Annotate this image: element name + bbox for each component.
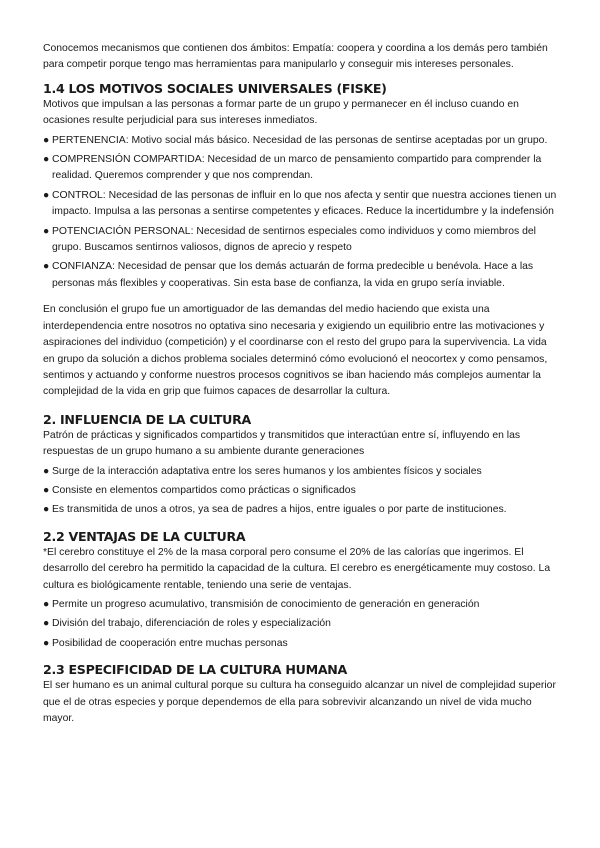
bullet-text: Surge de la interacción adaptativa entre los seres humanos y los ambientes físicos y sociales [52, 465, 482, 477]
bullet-text: Es transmitida de unos a otros, ya sea de padres a hijos, entre iguales o por parte de instituciones. [52, 504, 507, 516]
bullet-icon: ● [43, 504, 50, 516]
bullet-item [43, 133, 559, 149]
conclusion-paragraph: En conclusión el grupo fue un amortiguador de las demandas del medio haciendo que exista una interdependencia entre nosotros no optativa sino necesaria y exigiendo un equilibrio entre las motivaciones y aspiraciones del individuo (competición) y el coordinarse con el resto del grupo para la supervivencia. La vida en grupo da solución a dichos problema sociales determinó cómo evolucionó el neocortex y como pensamos, sentimos y actuando y conforme nuestros procesos cognitivos se iban haciendo más complejos aumentar la complejidad de la vida en grip que fuimos capaces de desarrollar la cultura. [43, 304, 548, 398]
bullet-item [43, 464, 559, 480]
bullet-item [43, 616, 559, 632]
bullet-icon: ● [43, 598, 50, 610]
bullet-item [43, 152, 559, 185]
bullet-text: CONFIANZA: Necesidad de pensar que los demás actuarán de forma predecible u benévola. Hace a las personas más flexibles y cooperativas. Sin esta base de confianza, la vida en grupo sería inviable. [52, 261, 534, 289]
bullet-text: POTENCIACIÓN PERSONAL: Necesidad de sentirnos especiales como individuos y como miembros del grupo. Buscamos sentirnos valiosos, dignos de aprecio y respeto [52, 225, 536, 254]
ventajas-lead: *El cerebro constituye el 2% de la masa corporal pero consume el 20% de las calorías que ingerimos. El desarrollo del cerebro ha permitido la capacidad de la cultura. El cerebro es energéticamente muy costoso. La cultura es biológicamente rentable, teniendo una serie de ventajas. [43, 546, 551, 591]
bullet-icon: ● [43, 637, 50, 649]
motivos-lead: Motivos que impulsan a las personas a formar parte de un grupo y permanecer en él incluso cuando en ocasiones resulte perjudicial para sus intereses inmediatos. [43, 98, 519, 127]
especificidad-lead: El ser humano es un animal cultural porque su cultura ha conseguido alcanzar un nivel de complejidad superior que el de otras especies y porque dependemos de ella para sobrevivir alcanzando un nivel de vida mucho mayor. [43, 680, 556, 724]
heading-influencia-cultura: 2. INFLUENCIA DE LA CULTURA [43, 411, 251, 427]
bullet-icon: ● [43, 261, 50, 273]
document-content [43, 41, 559, 727]
bullet-icon: ● [43, 154, 50, 166]
bullet-item [43, 636, 559, 652]
bullet-text: PERTENENCIA: Motivo social más básico. Necesidad de las personas de sentirse aceptadas por un grupo. [52, 134, 548, 146]
bullet-item [43, 483, 559, 499]
bullet-item [43, 597, 559, 613]
bullet-item [43, 224, 559, 257]
bullet-icon: ● [43, 189, 50, 201]
bullet-icon: ● [43, 484, 50, 496]
bullet-item [43, 502, 559, 518]
bullet-text: División del trabajo, diferenciación de roles y especialización [52, 618, 331, 630]
bullet-text: Posibilidad de cooperación entre muchas personas [52, 637, 288, 649]
bullet-text: Consiste en elementos compartidos como prácticas o significados [52, 484, 356, 496]
heading-especificidad-cultura: 2.3 ESPECIFICIDAD DE LA CULTURA HUMANA [43, 662, 347, 678]
bullet-icon: ● [43, 465, 50, 477]
bullet-text: Permite un progreso acumulativo, transmisión de conocimiento de generación en generación [52, 598, 480, 610]
cultura-lead: Patrón de prácticas y significados compartidos y transmitidos que interactúan entre sí, influyendo en las respuestas de un grupo humano a su ambiente durante generaciones [43, 429, 521, 458]
bullet-item [43, 259, 559, 292]
bullet-item [43, 188, 559, 221]
heading-motivos-sociales: 1.4 LOS MOTIVOS SOCIALES UNIVERSALES (FISKE) [43, 80, 387, 96]
heading-ventajas-cultura: 2.2 VENTAJAS DE LA CULTURA [43, 528, 246, 544]
bullet-text: CONTROL: Necesidad de las personas de influir en lo que nos afecta y sentir que nuestra acciones tienen un impacto. Impulsa a las personas a sentirse competentes y eficaces. Reduce la incertidumbre y la indefensión [52, 189, 557, 218]
bullet-icon: ● [43, 225, 50, 237]
bullet-icon: ● [43, 618, 50, 630]
bullet-text: COMPRENSIÓN COMPARTIDA: Necesidad de un marco de pensamiento compartido para comprender la realidad. Queremos comprender y que nos comprendan. [52, 154, 542, 182]
bullet-icon: ● [43, 134, 50, 146]
intro-paragraph: Conocemos mecanismos que contienen dos ámbitos: Empatía: coopera y coordina a los demás pero también para competir porque tengo mas herramientas para manipularlo y conseguir mis intereses personales. [43, 43, 548, 71]
